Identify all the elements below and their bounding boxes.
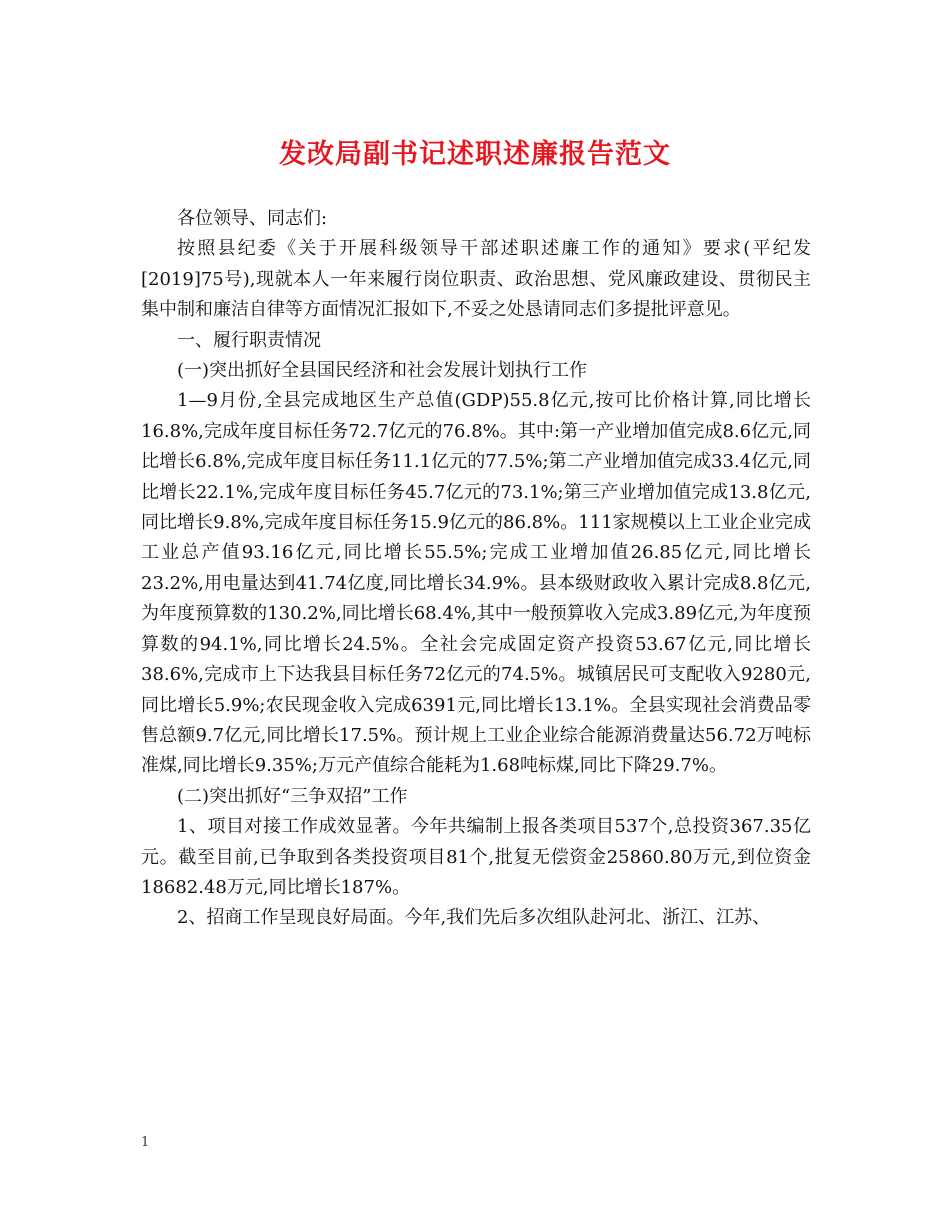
paragraph-project-docking: 1、项目对接工作成效显著。今年共编制上报各类项目537个,总投资367.35亿元。截至目前,已争取到各类投资项目81个,批复无偿资金25860.80万元,到位资金18682.48万元,同比增长187%。 <box>141 816 811 898</box>
paragraph-economy-stats: 1—9月份,全县完成地区生产总值(GDP)55.8亿元,按可比价格计算,同比增长16.8%,完成年度目标任务72.7亿元的76.8%。其中:第一产业增加值完成8.6亿元,同比增长6.8%,完成年度目标任务11.1亿元的77.5%;第二产业增加值完成33.4亿元,同比增长22.1%,完成年度目标任务45.7亿元的73.1%;第三产业增加值完成13.8亿元,同比增长9.8%,完成年度目标任务15.9亿元的86.8%。111家规模以上工业企业完成工业总产值93.16亿元,同比增长55.5%;完成工业增加值26.85亿元,同比增长23.2%,用电量达到41.74亿度,同比增长34.9%。县本级财政收入累计完成8.8亿元,为年度预算数的130.2%,同比增长68.4%,其中一般预算收入完成3.89亿元,为年度预算数的94.1%,同比增长24.5%。全社会完成固定资产投资53.67亿元,同比增长38.6%,完成市上下达我县目标任务72亿元的74.5%。城镇居民可支配收入9280元,同比增长5.9%;农民现金收入完成6391元,同比增长13.1%。全县实现社会消费品零售总额9.7亿元,同比增长17.5%。预计规上工业企业综合能源消费量达56.72万吨标准煤,同比增长9.35%;万元产值综合能耗为1.68吨标煤,同比下降29.7%。 <box>141 390 811 777</box>
paragraph-investment-attraction: 2、招商工作呈现良好局面。今年,我们先后多次组队赴河北、浙江、江苏、 <box>177 907 771 929</box>
document-title: 发改局副书记述职述廉报告范文 <box>279 139 671 170</box>
subsection-heading-2: (二)突出抓好“三争双招”工作 <box>177 785 408 807</box>
salutation: 各位领导、同志们: <box>177 208 328 229</box>
document-body <box>141 204 811 934</box>
page-number: 1 <box>141 1135 150 1150</box>
paragraph-intro: 按照县纪委《关于开展科级领导干部述职述廉工作的通知》要求(平纪发[2019]75号),现就本人一年来履行岗位职责、政治思想、党风廉政建设、贯彻民主集中制和廉洁自律等方面情况汇报如下,不妥之处恳请同志们多提批评意见。 <box>141 238 811 321</box>
section-heading-1: 一、履行职责情况 <box>177 329 321 351</box>
subsection-heading-1: (一)突出抓好全县国民经济和社会发展计划执行工作 <box>177 360 588 382</box>
